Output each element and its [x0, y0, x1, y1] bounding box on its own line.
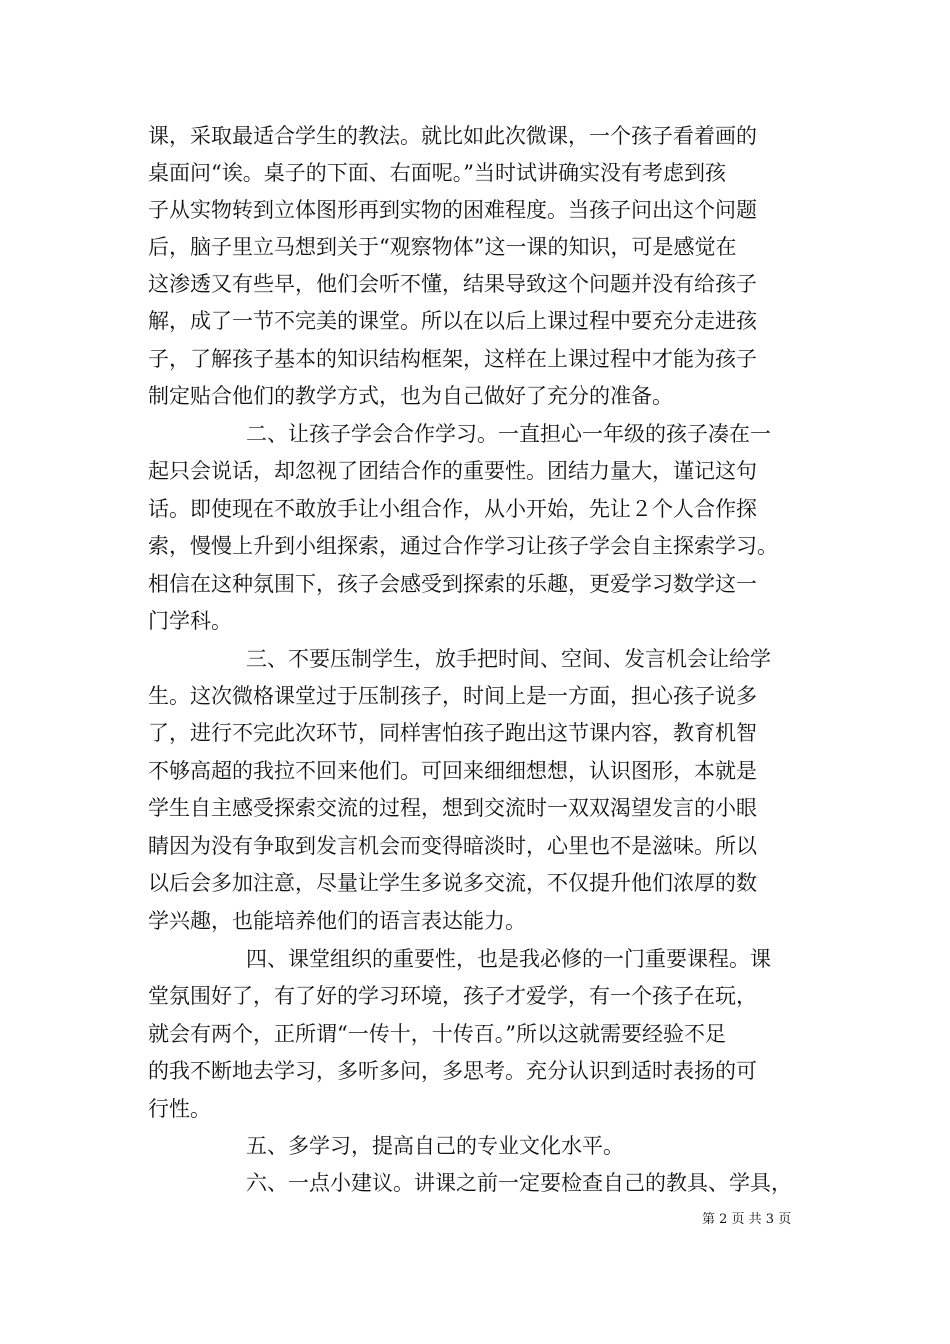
text-line: 以后会多加注意，尽量让学生多说多交流，不仅提升他们浓厚的数: [148, 871, 757, 895]
text-line: 就会有两个，正所谓“一传十，十传百。”所以这就需要经验不足: [148, 1022, 726, 1046]
text-line: 子，了解孩子基本的知识结构框架，这样在上课过程中才能为孩子: [148, 347, 757, 371]
text-line: 课，采取最适合学生的教法。就比如此次微课，一个孩子看着画的: [148, 124, 757, 148]
paragraph-4-heading-line: 四、课堂组织的重要性，也是我必修的一门重要课程。课: [246, 947, 771, 971]
text-line: 行性。: [148, 1097, 211, 1121]
paragraph-2-heading-line: 二、让孩子学会合作学习。一直担心一年级的孩子凑在一: [246, 422, 771, 446]
text-line: 这渗透又有些早，他们会听不懂，结果导致这个问题并没有给孩子: [148, 272, 757, 296]
paragraph-3-heading-line: 三、不要压制学生，放手把时间、空间、发言机会让给学: [246, 647, 771, 671]
text-line: 门学科。: [148, 609, 232, 633]
text-line: 生。这次微格课堂过于压制孩子，时间上是一方面，担心孩子说多: [148, 684, 757, 708]
text-line: 的我不断地去学习，多听多问，多思考。充分认识到适时表扬的可: [148, 1059, 757, 1083]
text-line: 了，进行不完此次环节，同样害怕孩子跑出这节课内容，教育机智: [148, 721, 757, 745]
text-line: 话。即使现在不敢放手让小组合作，从小开始，先让２个人合作探: [148, 497, 757, 521]
paragraph-6-line: 六、一点小建议。讲课之前一定要检查自己的教具、学具，: [246, 1171, 792, 1195]
text-line: 不够高超的我拉不回来他们。可回来细细想想，认识图形，本就是: [148, 759, 757, 783]
text-line: 制定贴合他们的教学方式，也为自己做好了充分的准备。: [148, 384, 673, 408]
text-line: 解，成了一节不完美的课堂。所以在以后上课过程中要充分走进孩: [148, 309, 757, 333]
text-line: 子从实物转到立体图形再到实物的困难程度。当孩子问出这个问题: [148, 198, 757, 222]
text-line: 索，慢慢上升到小组探索，通过合作学习让孩子学会自主探索学习。: [148, 534, 778, 558]
text-line: 学生自主感受探索交流的过程，想到交流时一双双渴望发言的小眼: [148, 796, 757, 820]
text-line: 学兴趣，也能培养他们的语言表达能力。: [148, 909, 526, 933]
text-line: 堂氛围好了，有了好的学习环境，孩子才爱学，有一个孩子在玩，: [148, 984, 757, 1008]
paragraph-5-line: 五、多学习，提高自己的专业文化水平。: [246, 1134, 624, 1158]
text-line: 后，脑子里立马想到关于“观察物体”这一课的知识，可是感觉在: [148, 235, 737, 259]
text-line: 起只会说话，却忽视了团结合作的重要性。团结力量大，谨记这句: [148, 459, 757, 483]
text-line: 睛因为没有争取到发言机会而变得暗淡时，心里也不是滋味。所以: [148, 834, 757, 858]
page-number-footer: 第 2 页 共 3 页: [702, 1212, 792, 1227]
text-line: 桌面问“诶。桌子的下面、右面呢。”当时试讲确实没有考虑到孩: [148, 161, 726, 185]
text-line: 相信在这种氛围下，孩子会感受到探索的乐趣，更爱学习数学这一: [148, 572, 757, 596]
